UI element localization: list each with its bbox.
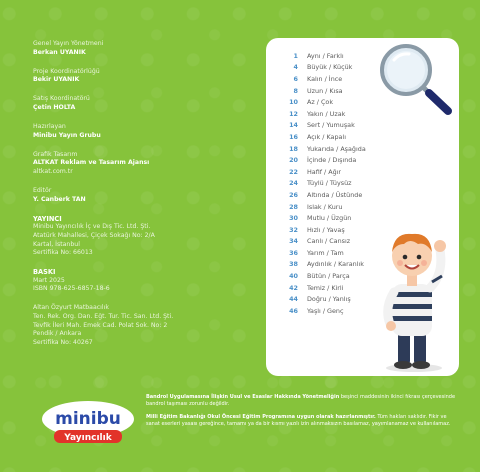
toc-item[interactable] — [278, 201, 398, 213]
toc-page-number: 36 — [289, 248, 298, 257]
toc-page-number: 12 — [289, 109, 298, 118]
toc-title: İçinde / Dışında — [307, 156, 357, 165]
edition-block — [33, 268, 248, 294]
credit-graphic-design — [33, 151, 248, 177]
credit-website: altkat.com.tr — [33, 167, 73, 175]
publisher-line: Atatürk Mahallesi, Çiçek Sokağı No: 2/A — [33, 231, 155, 239]
footer-p1-bold: Bandrol Uygulamasına İlişkin Usul ve Esaslar Hakkında Yönetmeliğin — [146, 394, 340, 400]
printer-block — [33, 304, 248, 347]
toc-page-number: 34 — [289, 237, 298, 246]
printer-line: Tevfik İleri Mah. Emek Cad. Polat Sok. No: 2 — [33, 321, 168, 329]
logo-subtitle: Yayıncılık — [64, 433, 112, 443]
toc-title: Açık / Kapalı — [307, 132, 346, 141]
footer-paragraph-2 — [146, 414, 458, 428]
toc-title: Yakın / Uzak — [307, 109, 346, 118]
toc-title: Hızlı / Yavaş — [307, 225, 345, 234]
toc-page-number: 32 — [289, 225, 298, 234]
toc-title: Büyük / Küçük — [307, 63, 353, 72]
toc-item[interactable] — [278, 120, 398, 132]
credit-sales-coordinator — [33, 95, 248, 112]
credit-editor — [33, 187, 248, 204]
toc-page-number: 46 — [289, 306, 298, 315]
toc-title: Bütün / Parça — [307, 272, 350, 281]
toc-page-number: 24 — [289, 179, 298, 188]
toc-title: Aydınlık / Karanlık — [307, 260, 364, 269]
credit-label: Grafik Tasarım — [33, 150, 78, 158]
printer-line: Ten. Rek. Org. Dan. Eğt. Tur. Tic. San. Ltd. Şti. — [33, 313, 174, 321]
footer-p2-bold: Milli Eğitim Bakanlığı Okul Öncesi Eğitim Programına uygun olarak hazırlanmıştır. — [146, 414, 376, 420]
credit-value: Bekir UYANIK — [33, 76, 80, 84]
credit-label: Proje Koordinatörlüğü — [33, 67, 100, 75]
edition-line: ISBN 978-625-6857-18-6 — [33, 285, 110, 293]
credit-label: Hazırlayan — [33, 123, 66, 131]
toc-page-number: 10 — [289, 98, 298, 107]
toc-page-number: 6 — [293, 74, 298, 83]
publisher-line: Kartal, İstanbul — [33, 240, 80, 248]
toc-page-number: 20 — [289, 156, 298, 165]
toc-page-number: 1 — [293, 51, 298, 60]
credit-label: Satış Koordinatörü — [33, 95, 90, 103]
publisher-line: Minibu Yayıncılık İç ve Dış Tic. Ltd. Şti. — [33, 223, 151, 231]
toc-title: Doğru / Yanlış — [307, 295, 351, 304]
toc-title: Kalın / İnce — [307, 74, 343, 83]
toc-title: Uzun / Kısa — [307, 86, 343, 95]
toc-page-number: 42 — [289, 283, 298, 292]
credit-general-director — [33, 40, 248, 57]
toc-title: Aynı / Farklı — [307, 51, 344, 60]
credits-column — [33, 40, 248, 358]
toc-page-number: 38 — [289, 260, 298, 269]
credit-value: Y. Canberk TAN — [33, 195, 86, 203]
credit-value: ALTKAT Reklam ve Tasarım Ajansı — [33, 159, 150, 167]
toc-page-number: 44 — [289, 295, 298, 304]
toc-item[interactable] — [278, 189, 398, 201]
toc-title: Tüylü / Tüysüz — [307, 179, 352, 188]
toc-item[interactable] — [278, 178, 398, 190]
toc-page-number: 18 — [289, 144, 298, 153]
edition-heading: BASKI — [33, 268, 56, 277]
toc-page-number: 28 — [289, 202, 298, 211]
publisher-block — [33, 215, 248, 258]
minibu-logo-icon — [40, 397, 136, 445]
toc-title: Yukarıda / Aşağıda — [307, 144, 366, 153]
magnifying-glass-icon — [366, 38, 462, 120]
toc-page-number: 30 — [289, 214, 298, 223]
credit-label: Editör — [33, 187, 52, 195]
toc-title: Altında / Üstünde — [307, 190, 363, 199]
toc-page-number: 4 — [293, 63, 298, 72]
toc-page-number: 26 — [289, 190, 298, 199]
toc-title: Temiz / Kirli — [307, 283, 344, 292]
edition-line: Mart 2025 — [33, 276, 65, 284]
credit-value: Minibu Yayın Grubu — [33, 131, 101, 139]
toc-title: Islak / Kuru — [307, 202, 343, 211]
toc-item[interactable] — [278, 131, 398, 143]
credit-value: Çetin HOLTA — [33, 103, 76, 111]
toc-page-number: 16 — [289, 132, 298, 141]
publisher-line: Sertifika No: 66013 — [33, 249, 93, 257]
toc-item[interactable] — [278, 166, 398, 178]
footer-paragraph-1 — [146, 394, 458, 408]
footer-p2-rest: Tüm hakları saklıdır. Fikir ve sanat eserleri yasası gereğince, tamamı ya da bir kısmı yazılı izin alınmaksızın basılamaz, yayımlanamaz ve kullanılamaz. — [146, 414, 451, 427]
toc-title: Yarım / Tam — [307, 248, 344, 257]
toc-title: Canlı / Cansız — [307, 237, 351, 246]
toc-page-number: 40 — [289, 272, 298, 281]
toc-title: Mutlu / Üzgün — [307, 214, 352, 223]
publisher-heading: YAYINCI — [33, 214, 62, 223]
toc-title: Hafif / Ağır — [307, 167, 342, 176]
toc-page-number: 14 — [289, 121, 298, 130]
toc-item[interactable] — [278, 143, 398, 155]
footer — [0, 387, 480, 472]
printer-line: Pendik / Ankara — [33, 330, 82, 338]
toc-title: Sert / Yumuşak — [307, 121, 355, 130]
printer-line: Sertifika No: 40267 — [33, 338, 93, 346]
credit-value: Berkan UYANIK — [33, 48, 86, 56]
toc-title: Az / Çok — [307, 98, 334, 107]
boy-illustration-icon — [374, 222, 452, 372]
printer-line: Altan Özyurt Matbaacılık — [33, 304, 109, 312]
toc-title: Yaşlı / Genç — [307, 306, 344, 315]
credit-project-coordinator — [33, 68, 248, 85]
toc-page-number: 22 — [289, 167, 298, 176]
logo-wordmark: minibu — [55, 409, 121, 429]
footer-legal-text — [146, 394, 458, 434]
toc-page-number: 8 — [293, 86, 298, 95]
footer-p1-rest: beşinci maddesinin ikinci fıkrası çerçevesinde bandrol taşıması zorunlu değildir. — [146, 394, 456, 407]
credit-label: Genel Yayın Yönetmeni — [33, 40, 104, 47]
credit-prepared-by — [33, 123, 248, 140]
toc-item[interactable] — [278, 154, 398, 166]
